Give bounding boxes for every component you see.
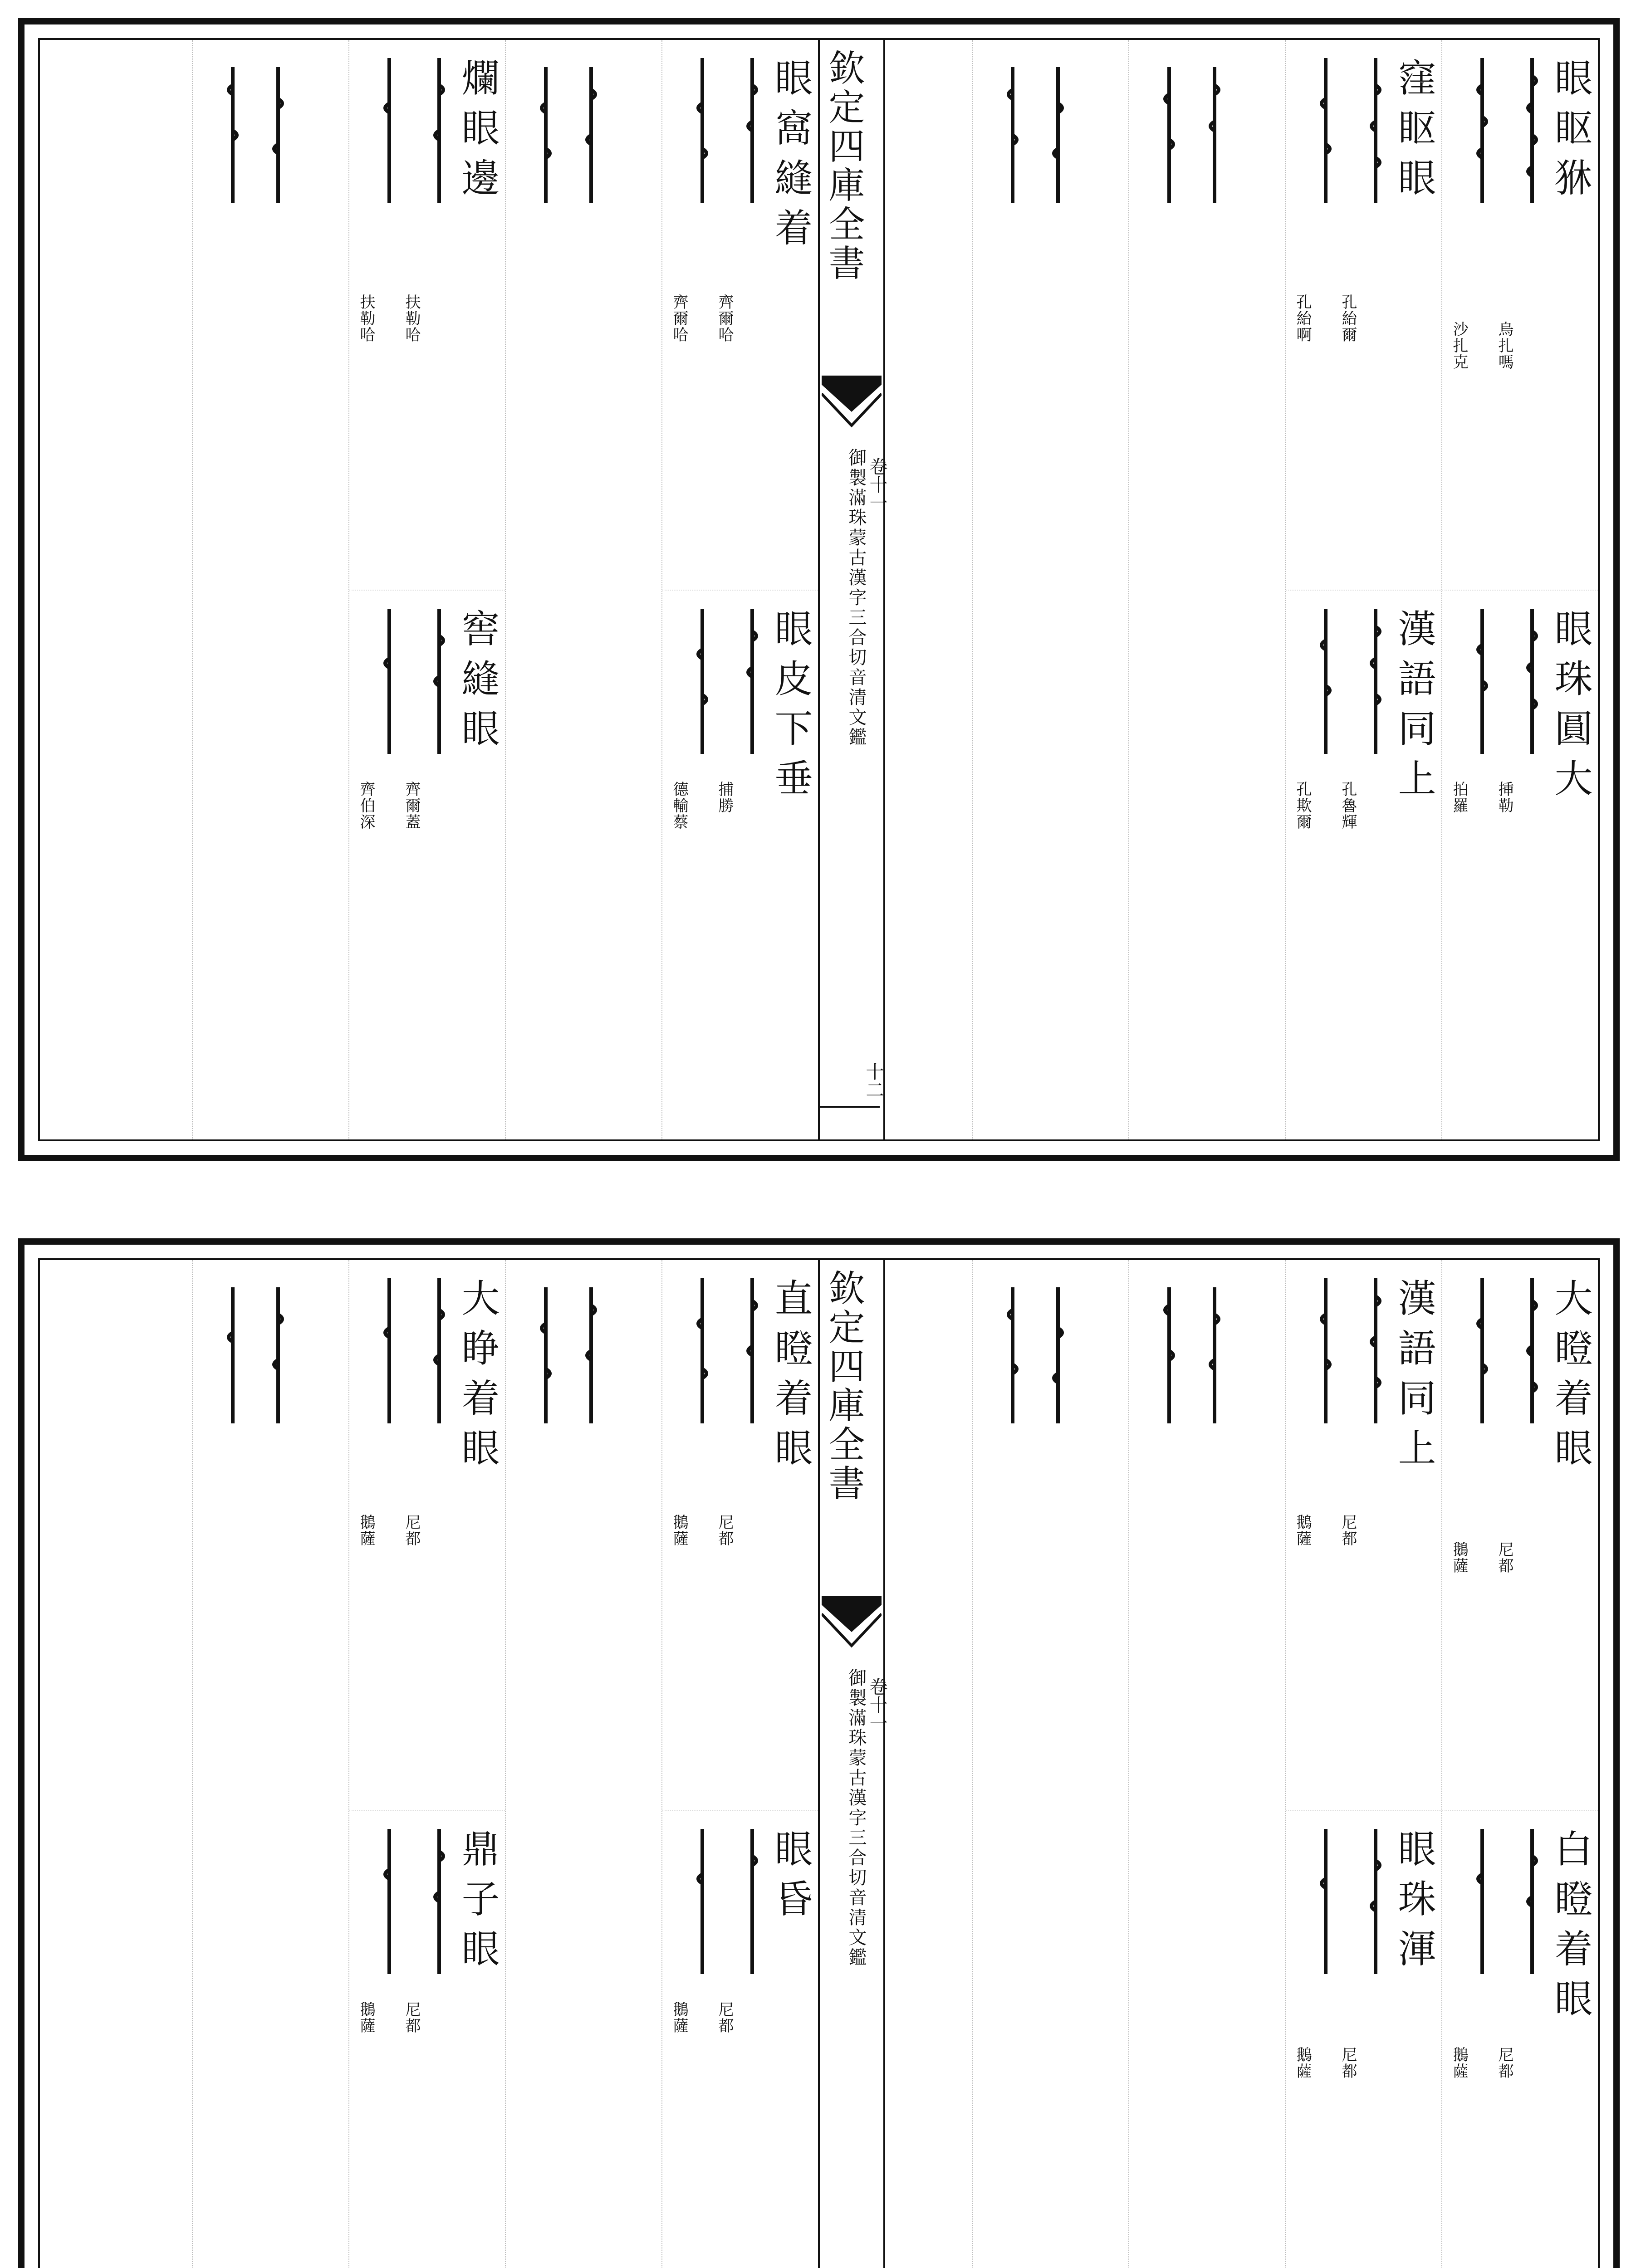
mongolian-script bbox=[1363, 58, 1388, 203]
entry-column bbox=[192, 1260, 348, 2268]
entry-column bbox=[1441, 40, 1598, 1139]
manchu-script bbox=[377, 58, 402, 203]
entry-heading: 眼珠渾 bbox=[1392, 1829, 1436, 1979]
manchu-script bbox=[377, 1278, 402, 1423]
entry-column bbox=[505, 40, 661, 1139]
juan-number: 卷十一 bbox=[867, 457, 887, 512]
entry-heading: 眼皮下垂 bbox=[769, 609, 813, 808]
mongolian-script bbox=[1045, 67, 1071, 203]
entry-cell bbox=[1286, 1260, 1441, 1810]
transliteration: 鵝薩 bbox=[1450, 2047, 1468, 2079]
transliteration: 齊爾哈 bbox=[670, 294, 688, 343]
mongolian-script bbox=[265, 67, 291, 203]
entry-cell bbox=[1286, 590, 1441, 1140]
entry-cell bbox=[1442, 590, 1598, 1140]
entry-column bbox=[1441, 1260, 1598, 2268]
right-half bbox=[820, 40, 1598, 1139]
mongolian-script bbox=[426, 609, 452, 754]
entry-cell bbox=[662, 1810, 818, 2268]
gutter-column bbox=[818, 40, 885, 1139]
entry-cell bbox=[662, 590, 818, 1140]
manchu-script bbox=[377, 609, 402, 754]
manchu-script bbox=[220, 1287, 245, 1423]
entry-column bbox=[192, 40, 348, 1139]
transliteration: 齊伯深 bbox=[357, 781, 375, 830]
manchu-script bbox=[690, 1278, 715, 1423]
mongolian-script bbox=[1363, 1278, 1388, 1423]
transliteration: 尼都 bbox=[715, 2001, 734, 2034]
entry-cell bbox=[1286, 1810, 1441, 2268]
manchu-script bbox=[533, 67, 558, 203]
entry-heading: 眼窩縫着 bbox=[769, 58, 813, 258]
transliteration: 德輸蔡 bbox=[670, 781, 688, 830]
manchu-script bbox=[1156, 1287, 1182, 1423]
mongolian-script bbox=[426, 1829, 452, 1974]
transliteration: 尼都 bbox=[1339, 1514, 1357, 1547]
entry-column bbox=[661, 40, 818, 1139]
transliteration: 挿勒 bbox=[1495, 781, 1514, 814]
transliteration: 尼都 bbox=[1495, 2047, 1514, 2079]
mongolian-script bbox=[1045, 1287, 1071, 1423]
fish-tail-ornament bbox=[822, 1596, 882, 1655]
book-subtitle: 御製滿珠蒙古漢字三合切音清文鑑 bbox=[846, 1668, 867, 1968]
book-title: 欽定四庫全書 bbox=[823, 1269, 865, 1503]
bottom-page bbox=[18, 1238, 1620, 2268]
entry-column bbox=[1128, 1260, 1285, 2268]
mongolian-script bbox=[1519, 1278, 1545, 1423]
transliteration: 拍羅 bbox=[1450, 781, 1468, 814]
transliteration: 孔紿啊 bbox=[1293, 294, 1312, 343]
top-page bbox=[18, 18, 1620, 1161]
mongolian-script bbox=[740, 58, 765, 203]
transliteration: 鵝薩 bbox=[1293, 1514, 1312, 1547]
entry-heading: 眼昏 bbox=[769, 1829, 813, 1929]
entry-cell bbox=[1442, 1810, 1598, 2268]
book-title: 欽定四庫全書 bbox=[823, 49, 865, 283]
entry-heading: 大瞪着眼 bbox=[1548, 1278, 1593, 1478]
transliteration: 鵝薩 bbox=[357, 2001, 375, 2034]
entry-cell bbox=[1442, 1260, 1598, 1810]
entry-cell bbox=[1286, 40, 1441, 590]
juan-number: 卷十一 bbox=[867, 1677, 887, 1732]
transliteration: 孔紿爾 bbox=[1339, 294, 1357, 343]
entry-heading: 白瞪着眼 bbox=[1548, 1829, 1593, 2028]
fish-tail-ornament bbox=[822, 376, 882, 435]
entry-cell bbox=[349, 1260, 505, 1810]
transliteration: 孔欺爾 bbox=[1293, 781, 1312, 830]
manchu-script bbox=[690, 609, 715, 754]
mongolian-script bbox=[1363, 1829, 1388, 1974]
manchu-script bbox=[1313, 58, 1338, 203]
mongolian-script bbox=[740, 1829, 765, 1974]
entry-heading: 窪眍眼 bbox=[1392, 58, 1436, 208]
gutter-column bbox=[818, 1260, 885, 2268]
manchu-script bbox=[1313, 609, 1338, 754]
transliteration: 鵝薩 bbox=[1293, 2047, 1312, 2079]
manchu-script bbox=[1470, 1278, 1495, 1423]
transliteration: 尼都 bbox=[1339, 2047, 1357, 2079]
manchu-script bbox=[690, 58, 715, 203]
manchu-script bbox=[1000, 67, 1025, 203]
right-half bbox=[820, 1260, 1598, 2268]
left-half bbox=[40, 1260, 818, 2268]
mongolian-script bbox=[426, 1278, 452, 1423]
page-frame bbox=[38, 38, 1600, 1141]
transliteration: 沙扎克 bbox=[1450, 321, 1468, 370]
folio-number: 十二 bbox=[863, 1062, 884, 1099]
entry-column bbox=[1128, 40, 1285, 1139]
mongolian-script bbox=[578, 1287, 604, 1423]
gutter-rule bbox=[820, 1106, 880, 1108]
mongolian-script bbox=[1363, 609, 1388, 754]
entry-heading: 爛眼邊 bbox=[456, 58, 500, 208]
transliteration: 扶勒哈 bbox=[357, 294, 375, 343]
mongolian-script bbox=[265, 1287, 291, 1423]
transliteration: 尼都 bbox=[402, 1514, 421, 1547]
mongolian-script bbox=[1519, 609, 1545, 754]
book-subtitle: 御製滿珠蒙古漢字三合切音清文鑑 bbox=[846, 448, 867, 748]
entry-heading: 窖縫眼 bbox=[456, 609, 500, 758]
manchu-script bbox=[1000, 1287, 1025, 1423]
left-half bbox=[40, 40, 818, 1139]
entry-heading: 鼎子眼 bbox=[456, 1829, 500, 1979]
transliteration: 齊爾蓋 bbox=[402, 781, 421, 830]
entry-column bbox=[661, 1260, 818, 2268]
transliteration: 鵝薩 bbox=[1450, 1541, 1468, 1574]
page-frame bbox=[38, 1258, 1600, 2268]
manchu-script bbox=[1313, 1278, 1338, 1423]
manchu-script bbox=[690, 1829, 715, 1974]
entry-cell bbox=[662, 40, 818, 590]
mongolian-script bbox=[1519, 1829, 1545, 1974]
entry-heading: 漢語同上 bbox=[1392, 1278, 1436, 1478]
mongolian-script bbox=[740, 609, 765, 754]
manchu-script bbox=[1470, 609, 1495, 754]
manchu-script bbox=[1156, 67, 1182, 203]
entry-cell bbox=[1442, 40, 1598, 590]
manchu-script bbox=[220, 67, 245, 203]
transliteration: 尼都 bbox=[1495, 1541, 1514, 1574]
entry-heading: 直瞪着眼 bbox=[769, 1278, 813, 1478]
mongolian-script bbox=[1202, 67, 1227, 203]
manchu-script bbox=[533, 1287, 558, 1423]
mongolian-script bbox=[740, 1278, 765, 1423]
mongolian-script bbox=[1202, 1287, 1227, 1423]
entry-heading: 眼眍㹯 bbox=[1548, 58, 1593, 208]
entry-column bbox=[505, 1260, 661, 2268]
manchu-script bbox=[1470, 1829, 1495, 1974]
entry-column bbox=[348, 1260, 505, 2268]
manchu-script bbox=[1470, 58, 1495, 203]
transliteration: 尼都 bbox=[402, 2001, 421, 2034]
entry-heading: 漢語同上 bbox=[1392, 609, 1436, 808]
transliteration: 鵝薩 bbox=[670, 2001, 688, 2034]
transliteration: 孔魯輝 bbox=[1339, 781, 1357, 830]
entry-heading: 眼珠圓大 bbox=[1548, 609, 1593, 808]
transliteration: 鵝薩 bbox=[357, 1514, 375, 1547]
entry-column bbox=[1285, 1260, 1441, 2268]
entry-cell bbox=[662, 1260, 818, 1810]
transliteration: 尼都 bbox=[715, 1514, 734, 1547]
entry-cell bbox=[349, 40, 505, 590]
transliteration: 捕勝 bbox=[715, 781, 734, 814]
entry-heading: 大睁着眼 bbox=[456, 1278, 500, 1478]
entry-column bbox=[972, 40, 1128, 1139]
entry-column bbox=[348, 40, 505, 1139]
transliteration: 齊爾哈 bbox=[715, 294, 734, 343]
manchu-script bbox=[1313, 1829, 1338, 1974]
manchu-script bbox=[377, 1829, 402, 1974]
transliteration: 扶勒哈 bbox=[402, 294, 421, 343]
mongolian-script bbox=[426, 58, 452, 203]
entry-cell bbox=[349, 1810, 505, 2268]
entry-cell bbox=[349, 590, 505, 1140]
entry-column bbox=[972, 1260, 1128, 2268]
entry-column bbox=[1285, 40, 1441, 1139]
mongolian-script bbox=[578, 67, 604, 203]
transliteration: 鵝薩 bbox=[670, 1514, 688, 1547]
transliteration: 烏扎嗎 bbox=[1495, 321, 1514, 370]
mongolian-script bbox=[1519, 58, 1545, 203]
